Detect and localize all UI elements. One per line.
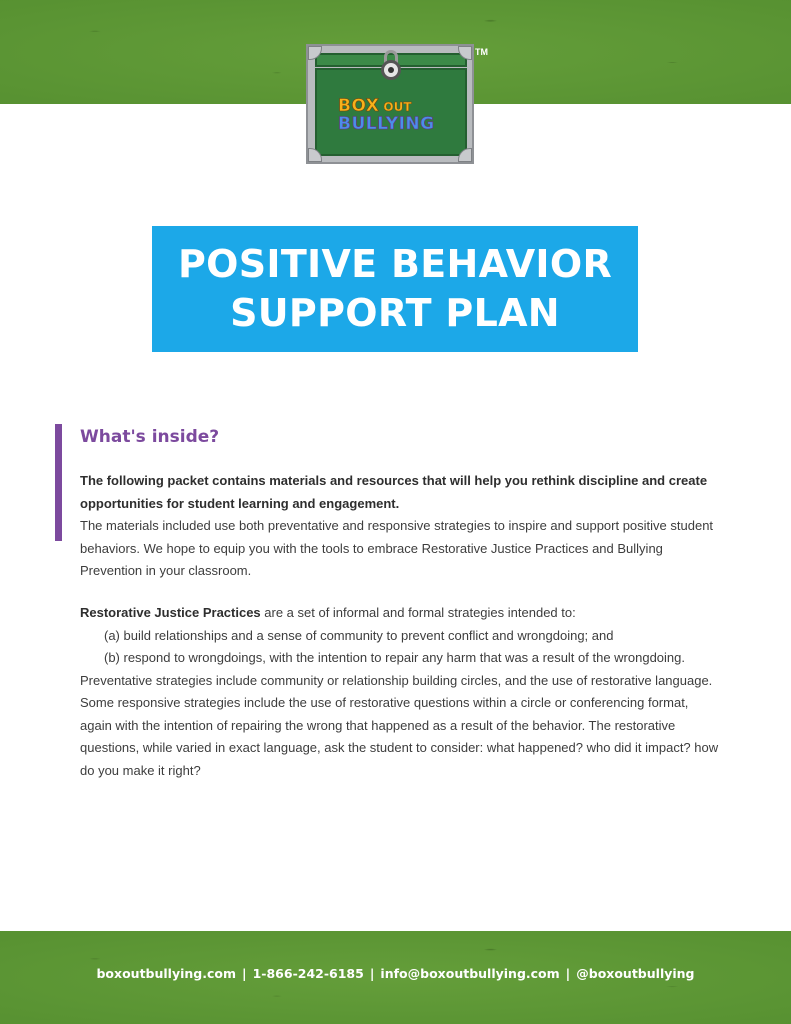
footer-separator: |	[242, 966, 247, 981]
footer-separator: |	[565, 966, 571, 981]
logo-wordmark	[338, 98, 435, 133]
box-out-bullying-logo	[306, 44, 476, 166]
rj-definition-text: are a set of informal and formal strategies intended to:	[260, 605, 576, 620]
intro-section	[80, 470, 720, 583]
intro-body-text: The materials included use both preventative and responsive strategies to inspire and support positive student behaviors. We hope to equip you with the tools to embrace Restorative Justice Practices and Bullying Prevention in your classroom.	[80, 518, 714, 578]
section-accent-bar	[55, 424, 62, 541]
page-title	[178, 240, 612, 338]
whats-inside-heading: What's inside?	[80, 427, 220, 447]
footer-phone[interactable]: 1-866-242-6185	[252, 966, 364, 981]
title-line-1: POSITIVE BEHAVIOR	[177, 242, 613, 286]
trademark-symbol: TM	[475, 47, 488, 57]
logo-word-bullying: BULLYING	[338, 114, 435, 134]
padlock-icon	[381, 60, 401, 80]
rj-term: Restorative Justice Practices	[80, 605, 261, 620]
logo-word-box: BOX	[338, 96, 380, 116]
rj-definition	[80, 602, 720, 625]
footer-contact-line	[0, 966, 791, 981]
rj-list-item: (b) respond to wrongdoings, with the intention to repair any harm that was a result of the wrongdoing.	[104, 650, 685, 665]
title-line-2: SUPPORT PLAN	[230, 291, 560, 335]
intro-lead-text: The following packet contains materials and resources that will help you rethink discipline and create opportunities for student learning and engagement.	[80, 473, 708, 511]
rj-list-item: (a) build relationships and a sense of community to prevent conflict and wrongdoing; and	[104, 627, 614, 643]
footer-website-link[interactable]: boxoutbullying.com	[96, 966, 237, 981]
footer-separator: |	[369, 966, 375, 981]
footer-email-link[interactable]: info@boxoutbullying.com	[380, 966, 560, 981]
rj-paragraph: Preventative strategies include community or relationship building circles, and the use of restorative language. Some responsive strategies include the use of restorative questions within a circle or conferencing format, again with the intention of repairing the wrong that happened as a result of the behavior. The restorative questions, while varied in exact language, ask the student to consider: what happened? who did it impact? how do you make it right?	[80, 672, 719, 778]
restorative-justice-section	[80, 602, 720, 782]
logo-chest	[306, 44, 474, 164]
logo-word-out: OUT	[383, 100, 412, 114]
title-banner	[152, 226, 638, 352]
footer-social-handle[interactable]: @boxoutbullying	[576, 966, 695, 981]
